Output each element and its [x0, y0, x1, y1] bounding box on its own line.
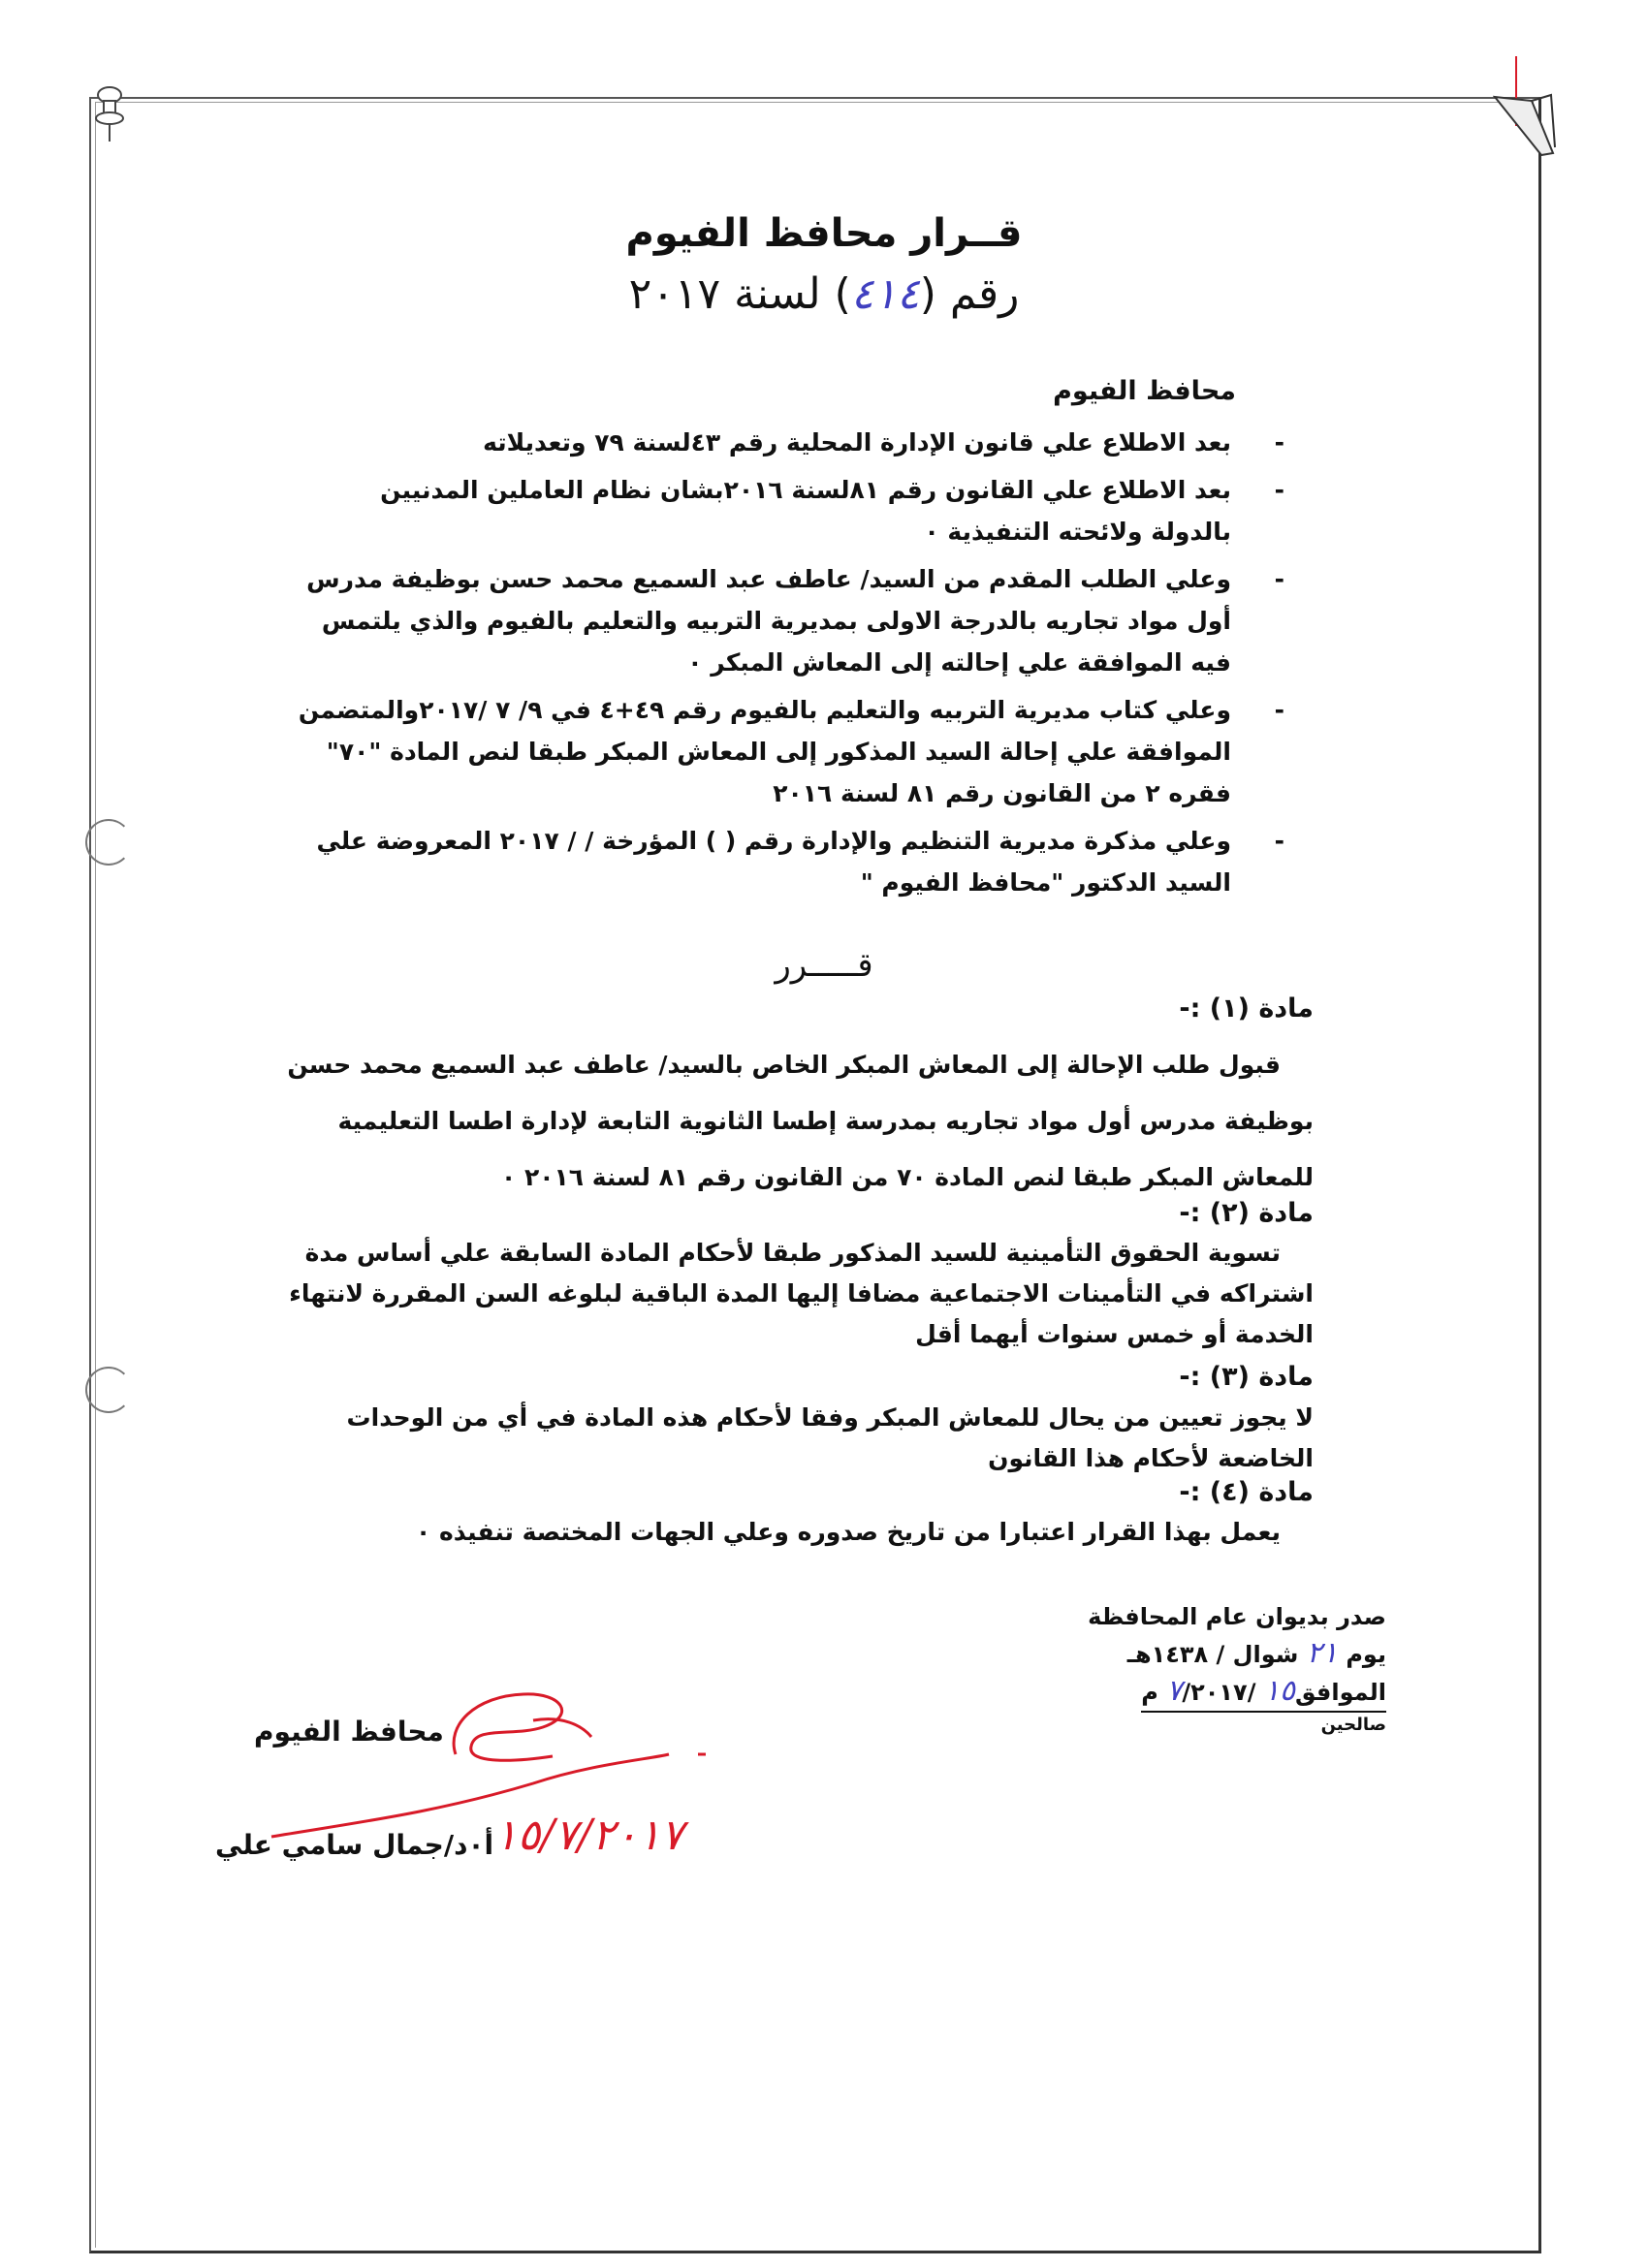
article-4-title: مادة (٤) :-: [1179, 1477, 1314, 1507]
folded-corner-icon: [1493, 39, 1561, 165]
article-3-title: مادة (٣) :-: [1179, 1362, 1314, 1392]
article-2-title: مادة (٢) :-: [1179, 1198, 1314, 1228]
preamble-item: - بعد الاطلاع علي قانون الإدارة المحلية رقم ٤٣لسنة ٧٩ وتعديلاته: [483, 428, 1284, 457]
article-2-text: تسوية الحقوق التأمينية للسيد المذكور طبقا لأحكام المادة السابقة علي أساس مدة اشتراكه في التأمينات الاجتماعية مضافا إليها المدة الباقية لبلوغه السن المقررة لانتهاء الخدمة أو خمس سنوات أيهما أقل: [289, 1239, 1314, 1348]
gregorian-date: الموافق١٥ /٧/٢٠١٧ م: [998, 1673, 1386, 1713]
issued-at: صدر بديوان عام المحافظة: [1088, 1603, 1386, 1630]
staff-initials: صالحين: [1320, 1715, 1386, 1735]
signatory-title: محافظ الفيوم: [254, 1716, 444, 1748]
article-1-title: مادة (١) :-: [1179, 993, 1314, 1024]
preamble-list: [296, 422, 1284, 909]
issuer-heading: محافظ الفيوم: [1053, 376, 1236, 406]
hijri-date: يوم ٢١ شوال / ١٤٣٨هـ: [1126, 1636, 1386, 1670]
article-3-text: لا يجوز تعيين من يحال للمعاش المبكر وفقا لأحكام هذه المادة في أي من الوحدات الخاضعة لأحكام هذا القانون: [346, 1403, 1314, 1472]
article-4-text: يعمل بهذا القرار اعتبارا من تاريخ صدوره وعلي الجهات المختصة تنفيذه ٠: [415, 1518, 1281, 1546]
preamble-item: - وعلي مذكرة مديرية التنظيم والإدارة رقم ( ) المؤرخة / / ٢٠١٧ المعروضة علي السيد الدكتور "محافظ الفيوم ": [316, 827, 1284, 897]
decree-title: قــرار محافظ الفيوم: [625, 211, 1023, 256]
decree-number-suffix: ) لسنة ٢٠١٧: [628, 269, 851, 319]
decree-number-prefix: رقم (: [919, 269, 1020, 319]
preamble-item: - وعلي الطلب المقدم من السيد/ عاطف عبد السميع محمد حسن بوظيفة مدرس أول مواد تجاريه بالدرجة الاولى بمديرية التربيه والتعليم بالفيوم والذي يلتمس فيه الموافقة علي إحالته إلى المعاش المبكر ٠: [306, 565, 1284, 677]
signatory-name: أ٠د/جمال سامي علي: [215, 1829, 494, 1861]
decided-heading: قـــــرر: [775, 946, 873, 985]
punch-hole: [85, 1367, 132, 1413]
gregorian-month: ٧: [1166, 1674, 1183, 1708]
article-1-text: قبول طلب الإحالة إلى المعاش المبكر الخاص بالسيد/ عاطف عبد السميع محمد حسن بوظيفة مدرس أول مواد تجاريه بمدرسة إطسا الثانوية التابعة لإدارة اطسا التعليمية للمعاش المبكر طبقا لنص المادة ٧٠ من القانون رقم ٨١ لسنة ٢٠١٦ ٠: [287, 1051, 1314, 1191]
decree-number-value: ٤١٤: [850, 269, 920, 319]
hijri-day: ٢١: [1306, 1636, 1338, 1670]
issuance-block: [998, 1599, 1386, 1738]
preamble-item: - بعد الاطلاع علي القانون رقم ٨١لسنة ٢٠١٦بشان نظام العاملين المدنيين بالدولة ولائحته التنفيذية ٠: [380, 476, 1284, 546]
signature-date: ١٥/٧/٢٠١٧: [494, 1811, 684, 1860]
decree-number: [0, 269, 1648, 319]
pushpin-icon: [92, 85, 127, 143]
gregorian-day: ١٥: [1263, 1674, 1296, 1708]
preamble-item: - وعلي كتاب مديرية التربيه والتعليم بالفيوم رقم ٤٩+٤ في ٩/ ٧ /٢٠١٧والمتضمن الموافقة علي إحالة السيد المذكور إلى المعاش المبكر طبقا لنص المادة "٧٠" فقره ٢ من القانون رقم ٨١ لسنة ٢٠١٦: [298, 696, 1284, 807]
punch-hole: [85, 819, 132, 866]
